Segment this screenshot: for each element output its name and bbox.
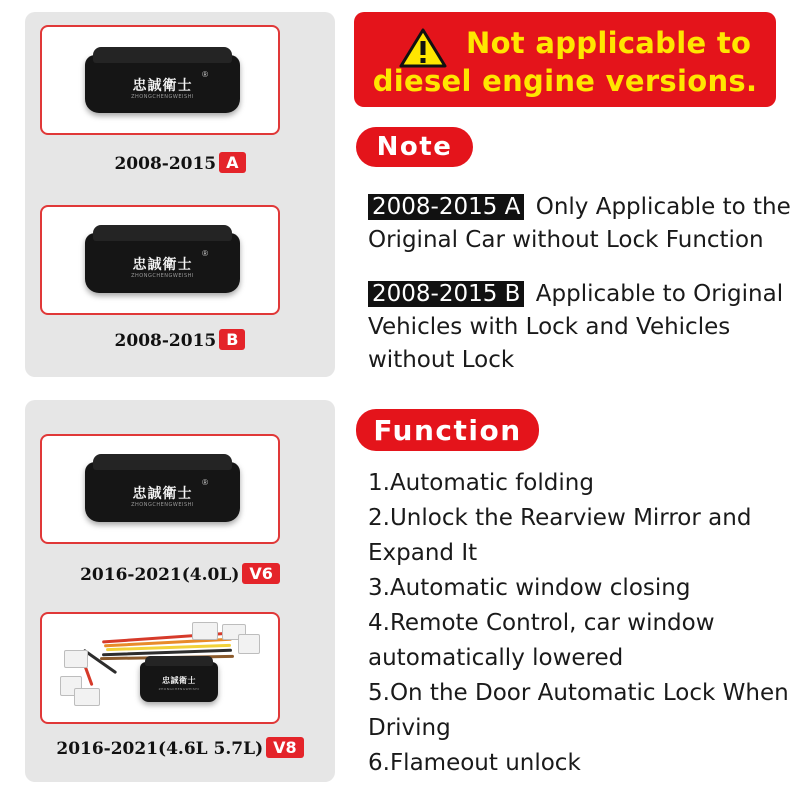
note-text-a: Only Applicable to the Original Car without Lock Function [368,194,791,253]
brand-label: 忠誠衛士 [132,78,193,94]
variant-badge: B [219,329,245,350]
registered-mark: ® [202,70,208,79]
note-text-b: Applicable to Original Vehicles with Lock and Vehicles without Lock [368,281,784,373]
registered-mark: ® [202,478,208,487]
brand-sub-label: ZHONGCHENGWEISHI [131,273,194,279]
function-item: 2.Unlock the Rearview Mirror and Expand It [368,505,752,566]
brand-label: 忠誠衛士 [132,486,193,502]
obd-module-image [85,47,240,117]
diesel-warning-banner [354,12,776,107]
function-item: 4.Remote Control, car window automatically lowered [368,610,715,671]
model-label: 2016-2021(4.0L) [80,565,240,585]
model-label: 2008-2015 [114,331,217,351]
note-tag-b: 2008-2015 B [368,281,524,307]
variant-badge: V8 [266,737,304,758]
brand-sub-label: ZHONGCHENGWEISHI [158,687,200,691]
function-item: 3.Automatic window closing [368,575,691,601]
product-caption-v6 [25,563,335,585]
function-item: 5.On the Door Automatic Lock When Driving [368,680,789,741]
obd-module-image [85,225,240,297]
brand-sub-label: ZHONGCHENGWEISHI [131,502,194,508]
note-heading: Note [356,127,473,167]
warning-line-2: diesel engine versions. [372,64,758,98]
registered-mark: ® [202,249,208,258]
product-caption-v8 [25,737,335,759]
brand-label: 忠誠衛士 [162,676,196,685]
variant-badge: A [219,152,245,173]
warning-line-1: Not applicable to [466,26,752,60]
obd-module-image [140,656,218,704]
function-list [368,466,793,781]
product-caption-b [25,329,335,351]
product-card-b[interactable] [40,205,280,315]
function-item: 6.Flameout unlock [368,750,581,776]
function-heading: Function [356,409,539,451]
variant-badge: V6 [242,563,280,584]
brand-label: 忠誠衛士 [132,257,193,273]
note-item-a [368,191,793,257]
model-label: 2016-2021(4.6L 5.7L) [56,739,264,759]
brand-sub-label: ZHONGCHENGWEISHI [131,94,194,100]
function-item: 1.Automatic folding [368,470,594,496]
product-card-v8[interactable] [40,612,280,724]
product-card-v6[interactable] [40,434,280,544]
note-item-b [368,278,793,377]
product-caption-a [25,152,335,174]
note-tag-a: 2008-2015 A [368,194,524,220]
obd-module-image [85,454,240,526]
product-card-a[interactable] [40,25,280,135]
model-label: 2008-2015 [114,154,217,174]
